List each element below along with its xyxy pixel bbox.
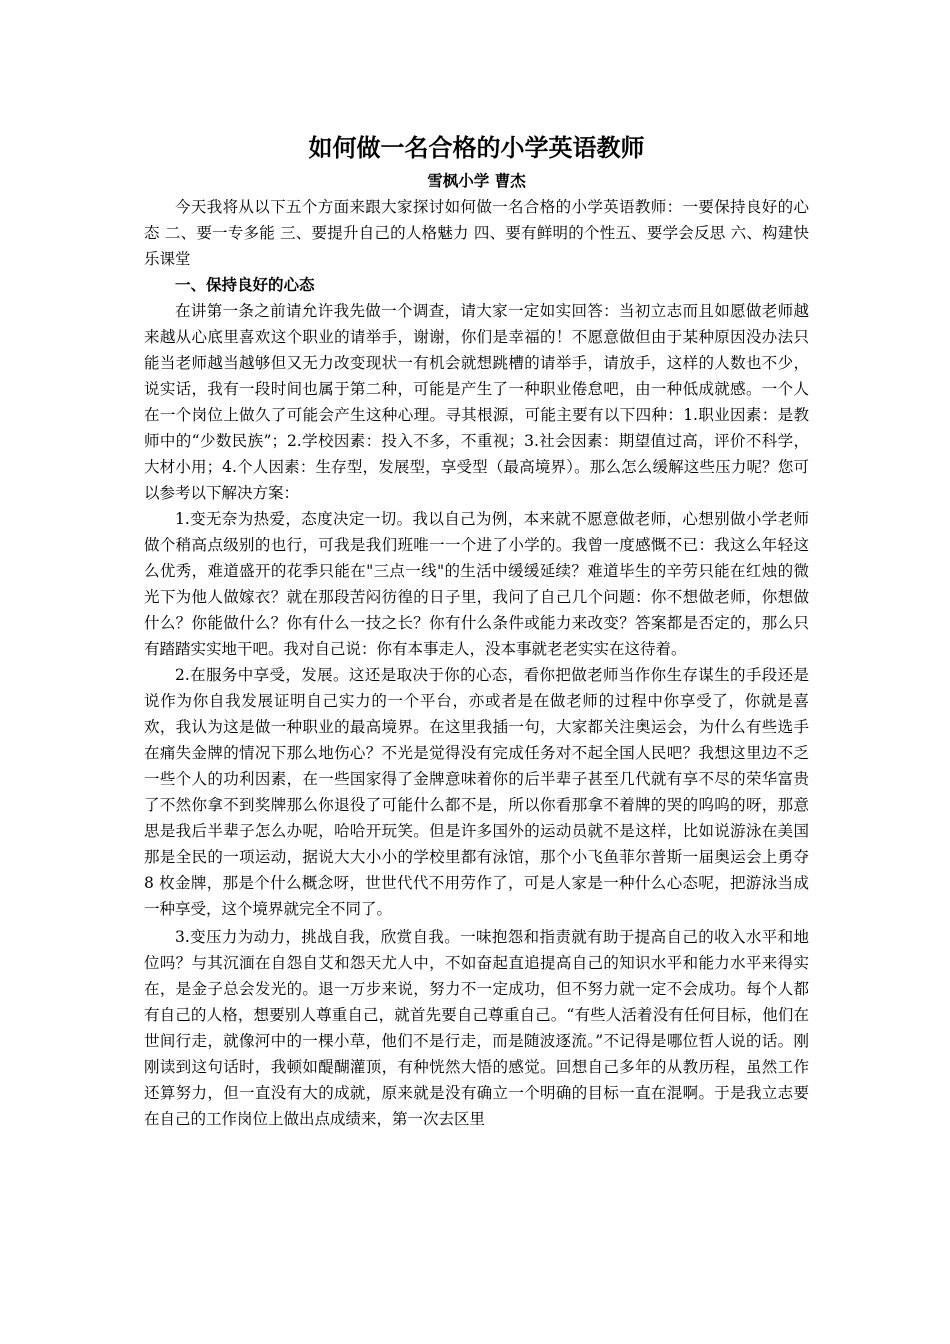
- intro-paragraph: 今天我将从以下五个方面来跟大家探讨如何做一名合格的小学英语教师：一要保持良好的心态 二、要一专多能 三、要提升自己的人格魅力 四、要有鲜明的个性五、要学会反思 六、构建快乐课堂: [144, 198, 809, 268]
- body-paragraph: 2.在服务中享受，发展。这还是取决于你的心态，看你把做老师当作你生存谋生的手段还是说作为你自我发展证明自己实力的一个平台，亦或者是在做老师的过程中你享受了，你就是喜欢，我认为这是做一种职业的最高境界。在这里我插一句，大家都关注奥运会，为什么有些选手在痛失金牌的情况下那么地伤心？不光是觉得没有完成任务对不起全国人民吧？我想这里边不乏一些个人的功利因素，在一些国家得了金牌意味着你的后半辈子甚至几代就有享不尽的荣华富贵了不然你拿不到奖牌那么你退役了可能什么都不是，所以你看那拿不着牌的哭的呜呜的呀，那意思是我后半辈子怎么办呢，哈哈开玩笑。但是许多国外的运动员就不是这样，比如说游泳在美国那是全民的一项运动，据说大大小小的学校里都有泳馆，那个小飞鱼菲尔普斯一届奥运会上勇夺 8 枚金牌，那是个什么概念呀，世世代代不用劳作了，可是人家是一种什么心态呢，把游泳当成一种享受，这个境界就完全不同了。: [144, 666, 809, 918]
- body-paragraph: 3.变压力为动力，挑战自我，欣赏自我。一味抱怨和指责就有助于提高自己的收入水平和地位吗？与其沉湎在自怨自艾和怨天尤人中，不如奋起直追提高自己的知识水平和能力水平来得实在，是金子总会发光的。退一万步来说，努力不一定成功，但不努力就一定不会成功。每个人都有自己的人格，想要别人尊重自己，就首先要自己尊重自己。“有些人活着没有任何目标，他们在世间行走，就像河中的一棵小草，他们不是行走，而是随波逐流。”不记得是哪位哲人说的话。刚刚读到这句话时，我顿如醍醐灌顶，有种恍然大悟的感觉。回想自己多年的从教历程，虽然工作还算努力，但一直没有大的成就，原来就是没有确立一个明确的目标一直在混啊。于是我立志要在自己的工作岗位上做出点成绩来，第一次去区里: [144, 928, 809, 1128]
- document-title: 如何做一名合格的小学英语教师: [308, 133, 645, 162]
- body-paragraph: 在讲第一条之前请允许我先做一个调查，请大家一定如实回答：当初立志而且如愿做老师越来越从心底里喜欢这个职业的请举手，谢谢，你们是幸福的！不愿意做但由于某种原因没办法只能当老师越当越够但又无力改变现状一有机会就想跳槽的请举手，请放手，这样的人数也不少，说实话，我有一段时间也属于第二种，可能是产生了一种职业倦怠吧，由一种低成就感。一个人在一个岗位上做久了可能会产生这种心理。寻其根源，可能主要有以下四种：1.职业因素：是教师中的“少数民族”；2.学校因素：投入不多，不重视；3.社会因素：期望值过高，评价不科学，大材小用；4.个人因素：生存型，发展型，享受型（最高境界）。那么怎么缓解这些压力呢？您可以参考以下解决方案：: [144, 302, 809, 502]
- document-page: [144, 128, 809, 1132]
- section-heading: 一、保持良好的心态: [175, 275, 315, 294]
- body-paragraph: 1.变无奈为热爱，态度决定一切。我以自己为例，本来就不愿意做老师，心想别做小学老师做个稍高点级别的也行，可我是我们班唯一一个进了小学的。我曾一度感慨不已：我这么年轻这么优秀，难道盛开的花季只能在"三点一线"的生活中缓缓延续？难道毕生的辛劳只能在红烛的微光下为他人做嫁衣？就在那段苦闷彷徨的日子里，我问了自己几个问题：你不想做老师，你想做什么？你能做什么？你有什么一技之长？你有什么条件或能力来改变？答案都是否定的，那么只有踏踏实实地干吧。我对自己说：你有本事走人，没本事就老老实实在这待着。: [144, 510, 809, 658]
- document-author: 雪枫小学 曹杰: [427, 171, 526, 190]
